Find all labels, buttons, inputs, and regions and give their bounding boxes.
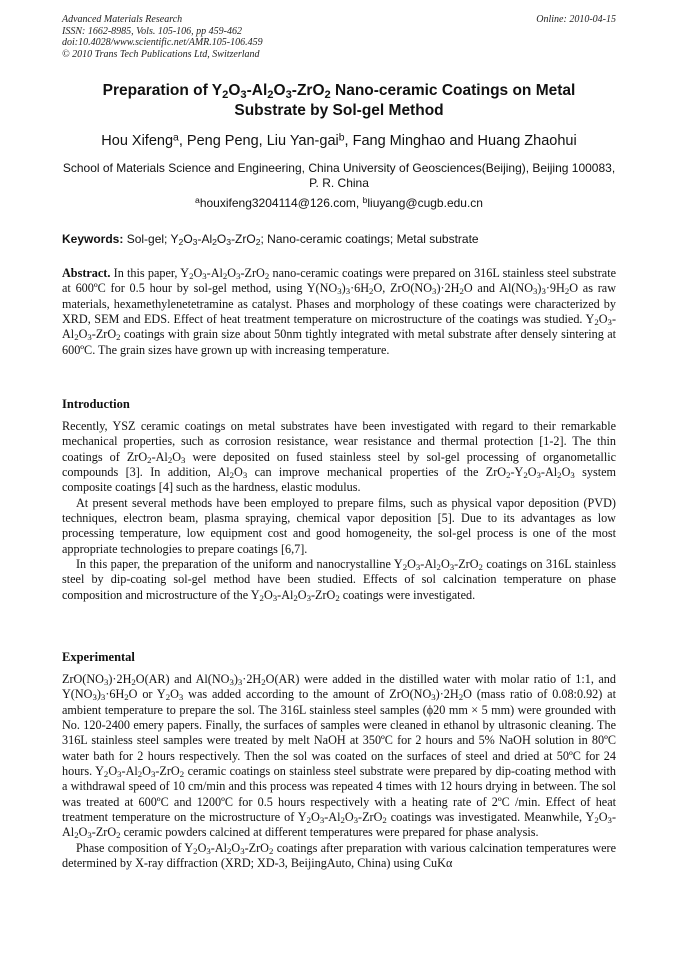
introduction-body [62,419,616,603]
copyright-line: © 2010 Trans Tech Publications Ltd, Switzerland [62,48,260,60]
journal-name: Advanced Materials Research [62,14,183,25]
author-emails: $^a$houxifeng3204114@126.com, $^b$liuyang@cugb.edu.cn [195,195,483,210]
issn-line: ISSN: 1662-8985, Vols. 105-106, pp 459-462 [62,25,242,37]
doi-line: doi:10.4028/www.scientific.net/AMR.105-106.459 [62,37,263,48]
journal-header [62,14,616,60]
abstract: Abstract. In this paper, $Y_2O_3-Al_2O_3-ZrO_2$ nano-ceramic coatings were prepared on 316L stainless steel substrate at 600ºC for 0.5 hour by sol-gel method, using $Y(NO_3)_3\cdot 6H_2O$, $ZrO(NO_3)\cdot 2H_2O$ and $Al(NO_3)_3\cdot 9H_2O$ as raw materials, hexamethylenetetramine as catalyst. Phases and morphology of these coatings were characterized by XRD, SEM and EDS. Effect of heat treatment temperature on microstructure of the coatings was studied. $Y_2O_3-Al_2O_3-ZrO_2$ coatings with grain size about 50nm tightly integrated with metal substrate after densely sintering at 600ºC. The grain sizes have grown up with increasing temperature. [62,266,616,357]
paper-title: Preparation of $Y_2O_3-Al_2O_3-ZrO_2$ Nano-ceramic Coatings on Metal Substrate by Sol-gel Method [102,82,576,119]
affiliation: School of Materials Science and Engineering, China University of Geosciences(Beijing), Beijing 100083, P. R. China [62,161,616,190]
intro-paragraph-3: In this paper, the preparation of the uniform and nanocrystalline $Y_2O_3-Al_2O_3-ZrO_2$ coatings on 316L stainless steel by dip-coating sol-gel method have been studied. Effects of sol calcination temperature on phase composition and microstructure of the $Y_2O_3-Al_2O_3-ZrO_2$ coatings were investigated. [62,557,616,603]
intro-paragraph-2: At present several methods have been employed to prepare films, such as physical vapor deposition (PVD) techniques, electron beam, plasma spraying, chemical vapor deposition [5]. Due to its advantages as low processing temperature, low equipment cost and good homogeneity, the sol-gel process is one of the most appropriate technologies to prepare coatings [6,7]. [62,495,616,556]
experimental-paragraph-2: Phase composition of $Y_2O_3-Al_2O_3-ZrO_2$ coatings after preparation with various calcination temperatures were determined by X-ray diffraction (XRD; XD-3, BeijingAuto, China) using CuKα [62,840,616,871]
intro-paragraph-1: Recently, YSZ ceramic coatings on metal substrates have been investigated with regard to their remarkable mechanical properties, such as corrosion resistance, wear resistance and thermal protection [1-2]. The thin coatings of $ZrO_2-Al_2O_3$ were deposited on fused stainless steel by sol-gel processing of organometallic compounds [3]. In addition, $Al_2O_3$ can improve mechanical properties of the $ZrO_2-Y_2O_3-Al_2O_3$ system composite coatings [4] such as the hardness, elastic modulus. [62,419,617,495]
email-b[interactable]: liuyang@cugb.edu.cn [367,196,483,210]
author-list: Hou Xifeng$^a$, Peng Peng, Liu Yan-gai$^b$, Fang Minghao and Huang Zhaohui [101,132,577,149]
keywords-label: Keywords: [62,232,124,246]
keywords: Keywords: Sol-gel; $Y_2O_3-Al_2O_3-ZrO_2$; Nano-ceramic coatings; Metal substrate [62,232,479,248]
online-date: Online: 2010-04-15 [536,14,616,25]
email-a[interactable]: houxifeng3204114@126.com, [199,196,363,210]
experimental-heading: Experimental [62,650,135,664]
abstract-label: Abstract. [62,266,111,280]
experimental-paragraph-1: $ZrO(NO_3)\cdot 2H_2O(AR)$ and $Al(NO_3)_3\cdot 2H_2O(AR)$ were added in the distilled water with molar ratio of 1:1, and $Y(NO_3)_3\cdot 6H_2O$ or $Y_2O_3$ was added according to the amount of $ZrO(NO_3)\cdot 2H_2O$ (mass ratio of 0.08:0.92) at ambient temperature to prepare the sol. The 316L stainless steel samples (ϕ20 mm × 5 mm) were grounded with No. 120-2400 emery papers. Finally, the surfaces of samples were cleaned in ethanol by ultrasonic cleaning. The 316L stainless steel samples were treated by melt NaOH at 350ºC for 2 hours and 5% NaOH solution in 80ºC water bath for 2 hours respectively. Then the sol was coated on the surfaces of steel and dried at 50ºC for 24 hours. $Y_2O_3-Al_2O_3-ZrO_2$ ceramic coatings on stainless steel substrate were prepared by dip-coating method with a withdrawal speed of 10 cm/min and this process was repeated 4 times with 12 hours drying in between. The sol was treated at 600ºC and 1200ºC for 0.5 hours respectively with a heating rate of 2ºC /min. Effect of heat treatment temperature on the microstructure of $Y_2O_3-Al_2O_3-ZrO_2$ coatings was investigated. Meanwhile, $Y_2O_3-Al_2O_3-ZrO_2$ ceramic powders calcined at different temperatures were prepared for phase analysis. [62,672,616,841]
experimental-body [62,672,616,871]
introduction-heading: Introduction [62,397,130,411]
